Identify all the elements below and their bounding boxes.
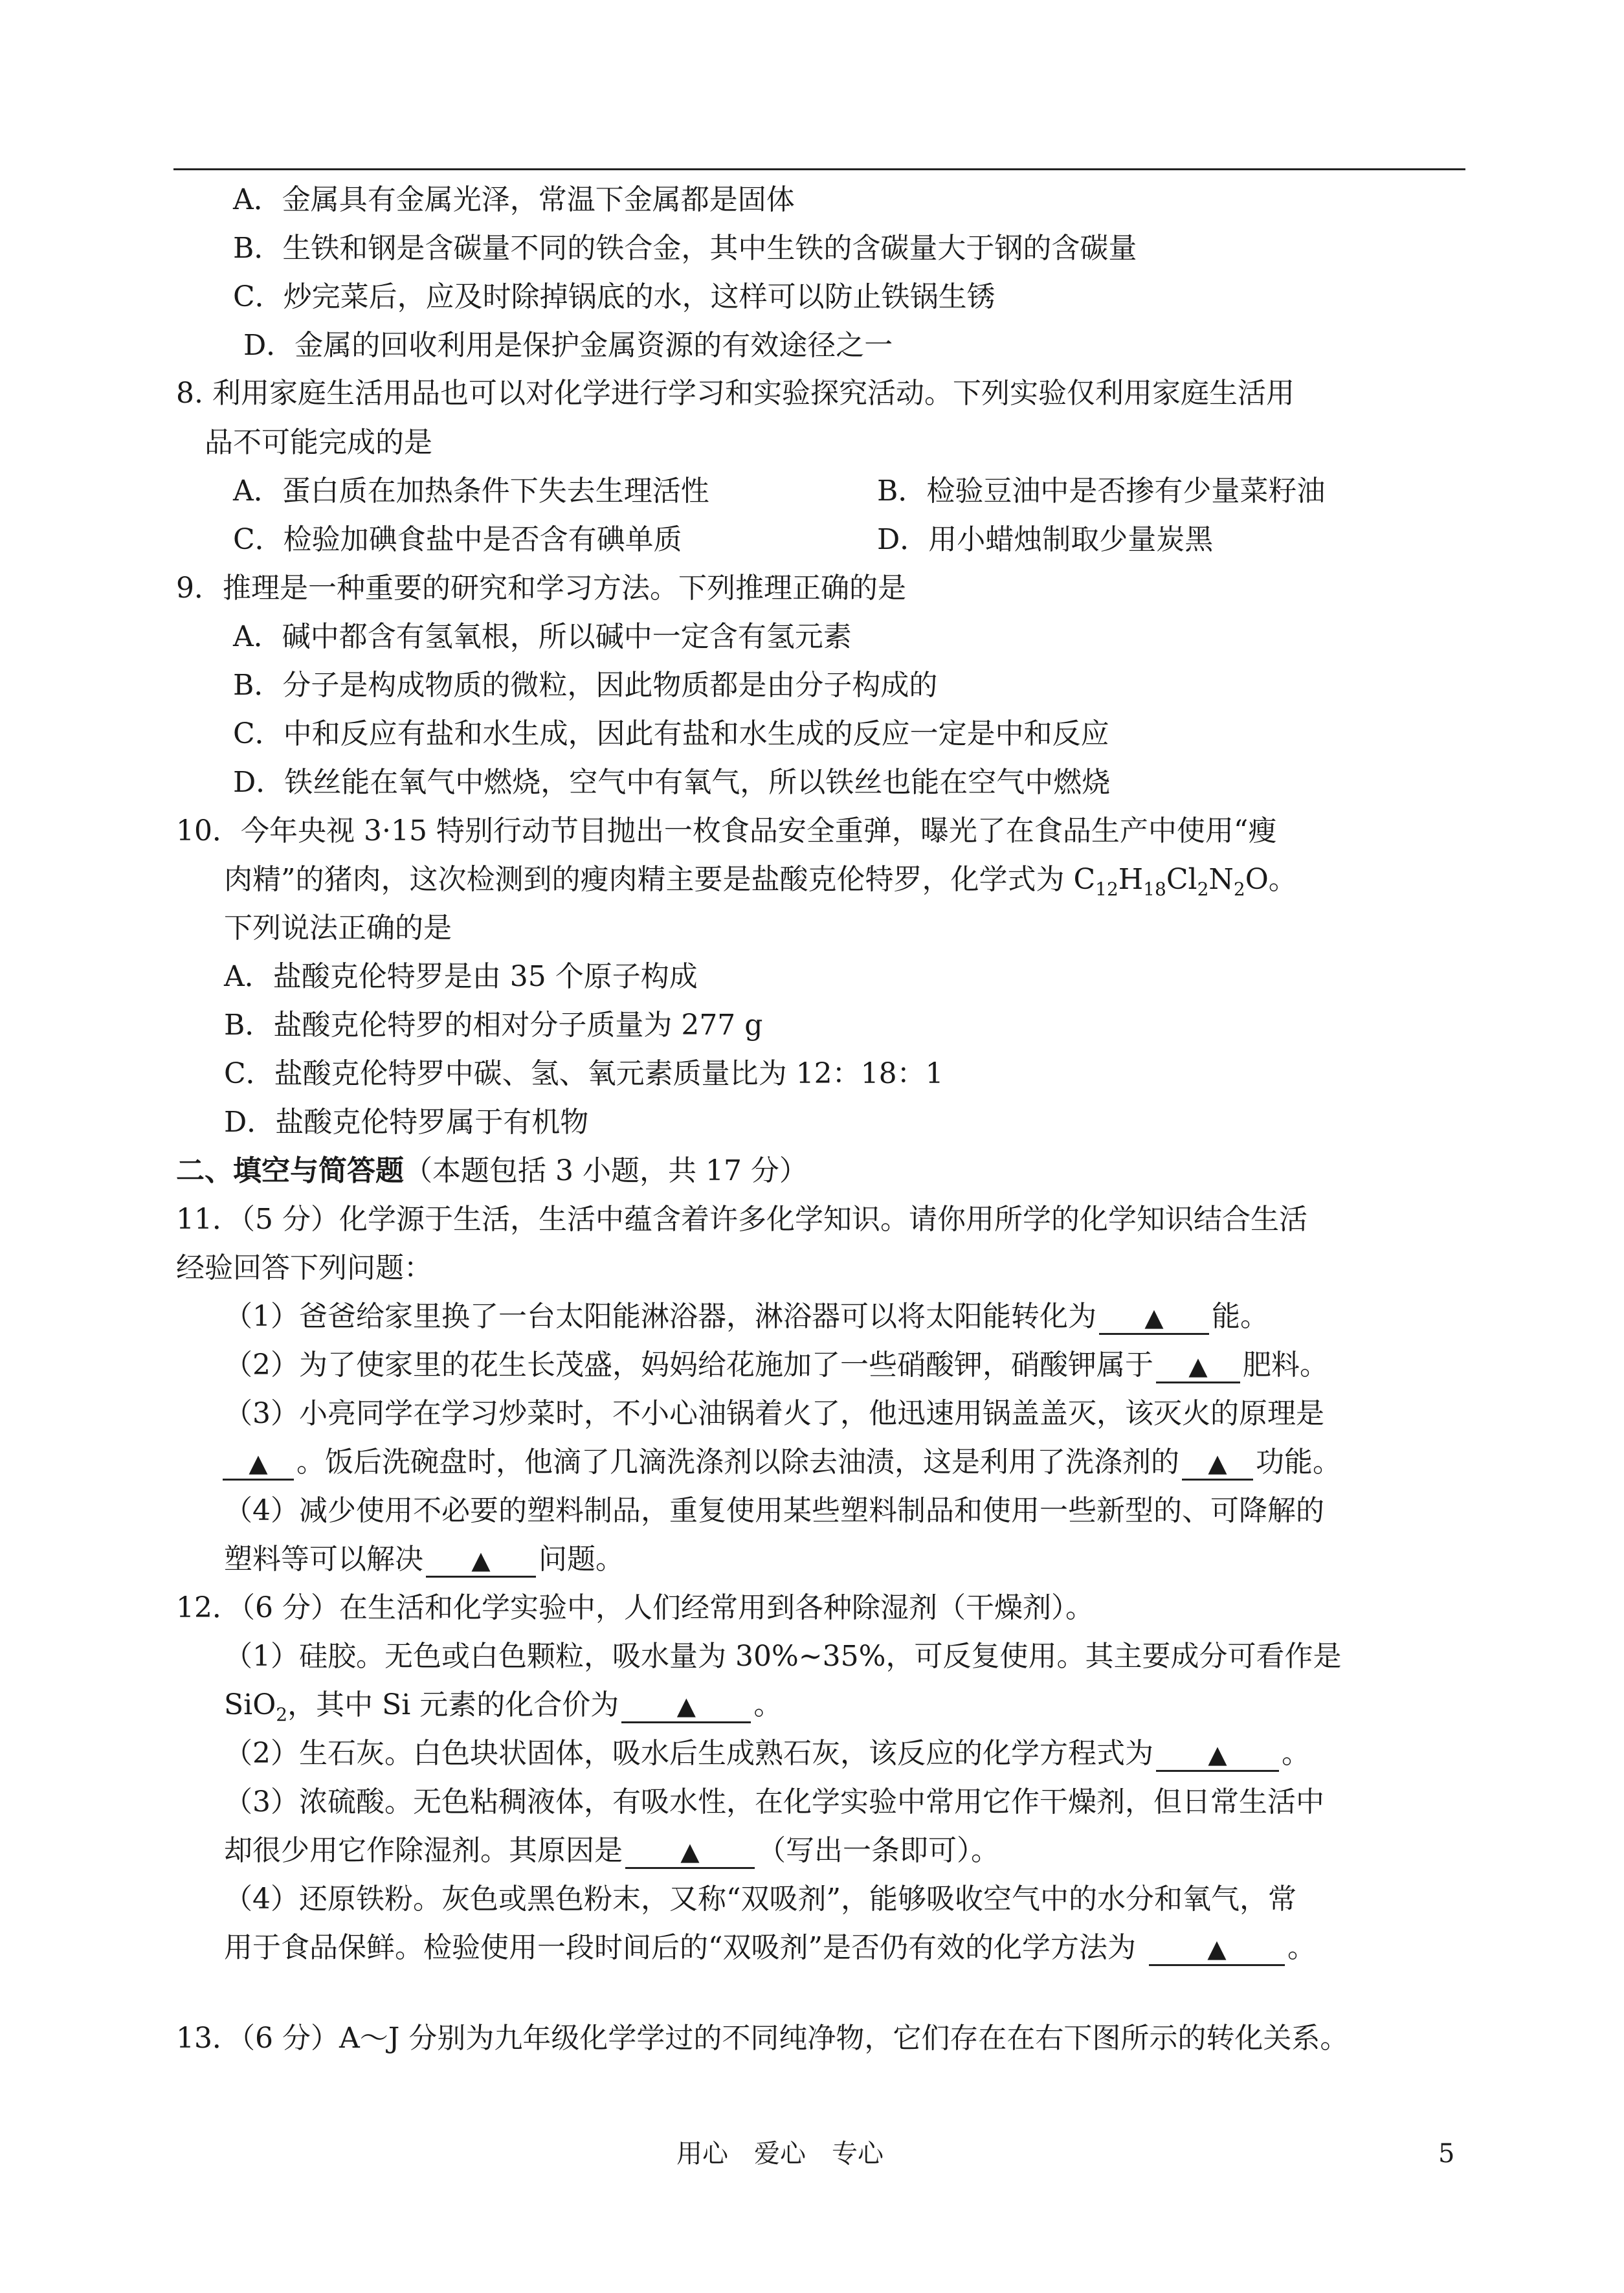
q7-option-a: A．金属具有金属光泽，常温下金属都是固体 [233,183,795,216]
q12-part-2: （2）生石灰。白色块状固体，吸水后生成熟石灰，该反应的化学方程式为 ▲ 。 [224,1736,1310,1772]
answer-blank: ▲ [1156,1350,1240,1383]
q8-option-b: B．检验豆油中是否掺有少量菜籽油 [877,475,1326,508]
q10-option-a: A．盐酸克伦特罗是由 35 个原子构成 [224,960,698,993]
answer-blank: ▲ [1149,1932,1285,1966]
q11-stem-cont: 经验回答下列问题： [176,1251,432,1284]
silica-formula: SiO$_2$ [224,1688,288,1725]
answer-blank: ▲ [426,1544,536,1578]
q12-part-1-cont: SiO$_2$，其中 Si 元素的化合价为 ▲ 。 [224,1688,783,1725]
q9-option-b: B．分子是构成物质的微粒，因此物质都是由分子构成的 [233,669,938,702]
q8-option-a: A．蛋白质在加热条件下失去生理活性 [233,475,709,508]
section-two-heading [176,1153,808,1189]
answer-blank: ▲ [621,1690,751,1723]
q9-option-a: A．碱中都含有氢氧根，所以碱中一定含有氢元素 [233,620,852,653]
q8-option-d: D．用小蜡烛制取少量炭黑 [877,523,1214,556]
answer-blank: ▲ [223,1447,294,1481]
answer-blank: ▲ [1099,1301,1209,1335]
q10-option-b: B．盐酸克伦特罗的相对分子质量为 277 g [224,1009,763,1042]
q11-stem: 11．（5 分）化学源于生活，生活中蕴含着许多化学知识。请你用所学的化学知识结合生活 [176,1203,1307,1236]
q10-stem: 10．今年央视 3·15 特别行动节目抛出一枚食品安全重弹，曝光了在食品生产中使用“瘦 [176,814,1277,847]
chemical-formula: $C_{12}H_{18}Cl_2N_2O$。 [1073,863,1297,900]
q11-part-1: （1）爸爸给家里换了一台太阳能淋浴器，淋浴器可以将太阳能转化为 ▲ 能。 [224,1299,1269,1335]
page-number: 5 [1438,2139,1455,2169]
footer-motto: 用心 爱心 专心 [676,2139,884,2169]
q9-stem: 9．推理是一种重要的研究和学习方法。下列推理正确的是 [176,572,906,605]
q12-stem: 12．（6 分）在生活和化学实验中，人们经常用到各种除湿剂（干燥剂）。 [176,1591,1094,1624]
section-note: （本题包括 3 小题，共 17 分） [404,1154,808,1187]
q10-stem-cont: 下列说法正确的是 [224,912,452,945]
q9-option-c: C．中和反应有盐和水生成，因此有盐和水生成的反应一定是中和反应 [233,717,1109,750]
q9-option-d: D．铁丝能在氧气中燃烧，空气中有氧气，所以铁丝也能在空气中燃烧 [233,766,1111,799]
q10-stem-formula-line [224,862,1297,898]
q12-part-3: （3）浓硫酸。无色粘稠液体，有吸水性，在化学实验中常用它作干燥剂，但日常生活中 [224,1785,1324,1818]
q8-option-c: C．检验加碘食盐中是否含有碘单质 [233,523,682,556]
q8-stem-cont: 品不可能完成的是 [205,426,432,459]
q12-part-4: （4）还原铁粉。灰色或黑色粉末，又称“双吸剂”，能够吸收空气中的水分和氧气，常 [224,1883,1296,1916]
q12-part-4-cont: 用于食品保鲜。检验使用一段时间后的“双吸剂”是否仍有效的化学方法为 ▲ 。 [224,1930,1316,1966]
answer-blank: ▲ [1156,1738,1279,1772]
q12-part-1: （1）硅胶。无色或白色颗粒，吸水量为 30%~35%，可反复使用。其主要成分可看作是 [224,1640,1342,1673]
answer-blank: ▲ [625,1835,755,1869]
q10-option-c: C．盐酸克伦特罗中碳、氢、氧元素质量比为 12：18：1 [224,1057,944,1090]
q11-part-4: （4）减少使用不必要的塑料制品，重复使用某些塑料制品和使用一些新型的、可降解的 [224,1494,1324,1527]
q10-stem-text: 肉精”的猪肉，这次检测到的瘦肉精主要是盐酸克伦特罗，化学式为 [224,863,1074,896]
q11-part-2: （2）为了使家里的花生长茂盛，妈妈给花施加了一些硝酸钾，硝酸钾属于 ▲ 肥料。 [224,1347,1328,1383]
q8-stem: 8. 利用家庭生活用品也可以对化学进行学习和实验探究活动。下列实验仅利用家庭生活用 [176,377,1295,410]
q13-stem: 13．（6 分）A～J 分别为九年级化学学过的不同纯净物，它们存在在右下图所示的转化关系。 [176,2022,1349,2055]
q11-part-3: （3）小亮同学在学习炒菜时，不小心油锅着火了，他迅速用锅盖盖灭，该灭火的原理是 [224,1397,1324,1430]
answer-blank: ▲ [1182,1447,1253,1481]
q10-option-d: D．盐酸克伦特罗属于有机物 [224,1106,589,1139]
q11-part-3-cont: ▲ 。饭后洗碗盘时，他滴了几滴洗涤剂以除去油渍，这是利用了洗涤剂的 ▲ 功能。 [223,1444,1341,1481]
header-rule [173,168,1465,170]
q12-part-3-cont: 却很少用它作除湿剂。其原因是 ▲ （写出一条即可）。 [224,1833,999,1869]
q7-option-b: B．生铁和钢是含碳量不同的铁合金，其中生铁的含碳量大于钢的含碳量 [233,232,1137,265]
q11-part-4-cont: 塑料等可以解决 ▲ 问题。 [224,1541,624,1578]
q7-option-d: D．金属的回收利用是保护金属资源的有效途径之一 [243,329,893,362]
q7-option-c: C．炒完菜后，应及时除掉锅底的水，这样可以防止铁锅生锈 [233,280,996,313]
section-title: 二、填空与简答题 [176,1154,404,1187]
